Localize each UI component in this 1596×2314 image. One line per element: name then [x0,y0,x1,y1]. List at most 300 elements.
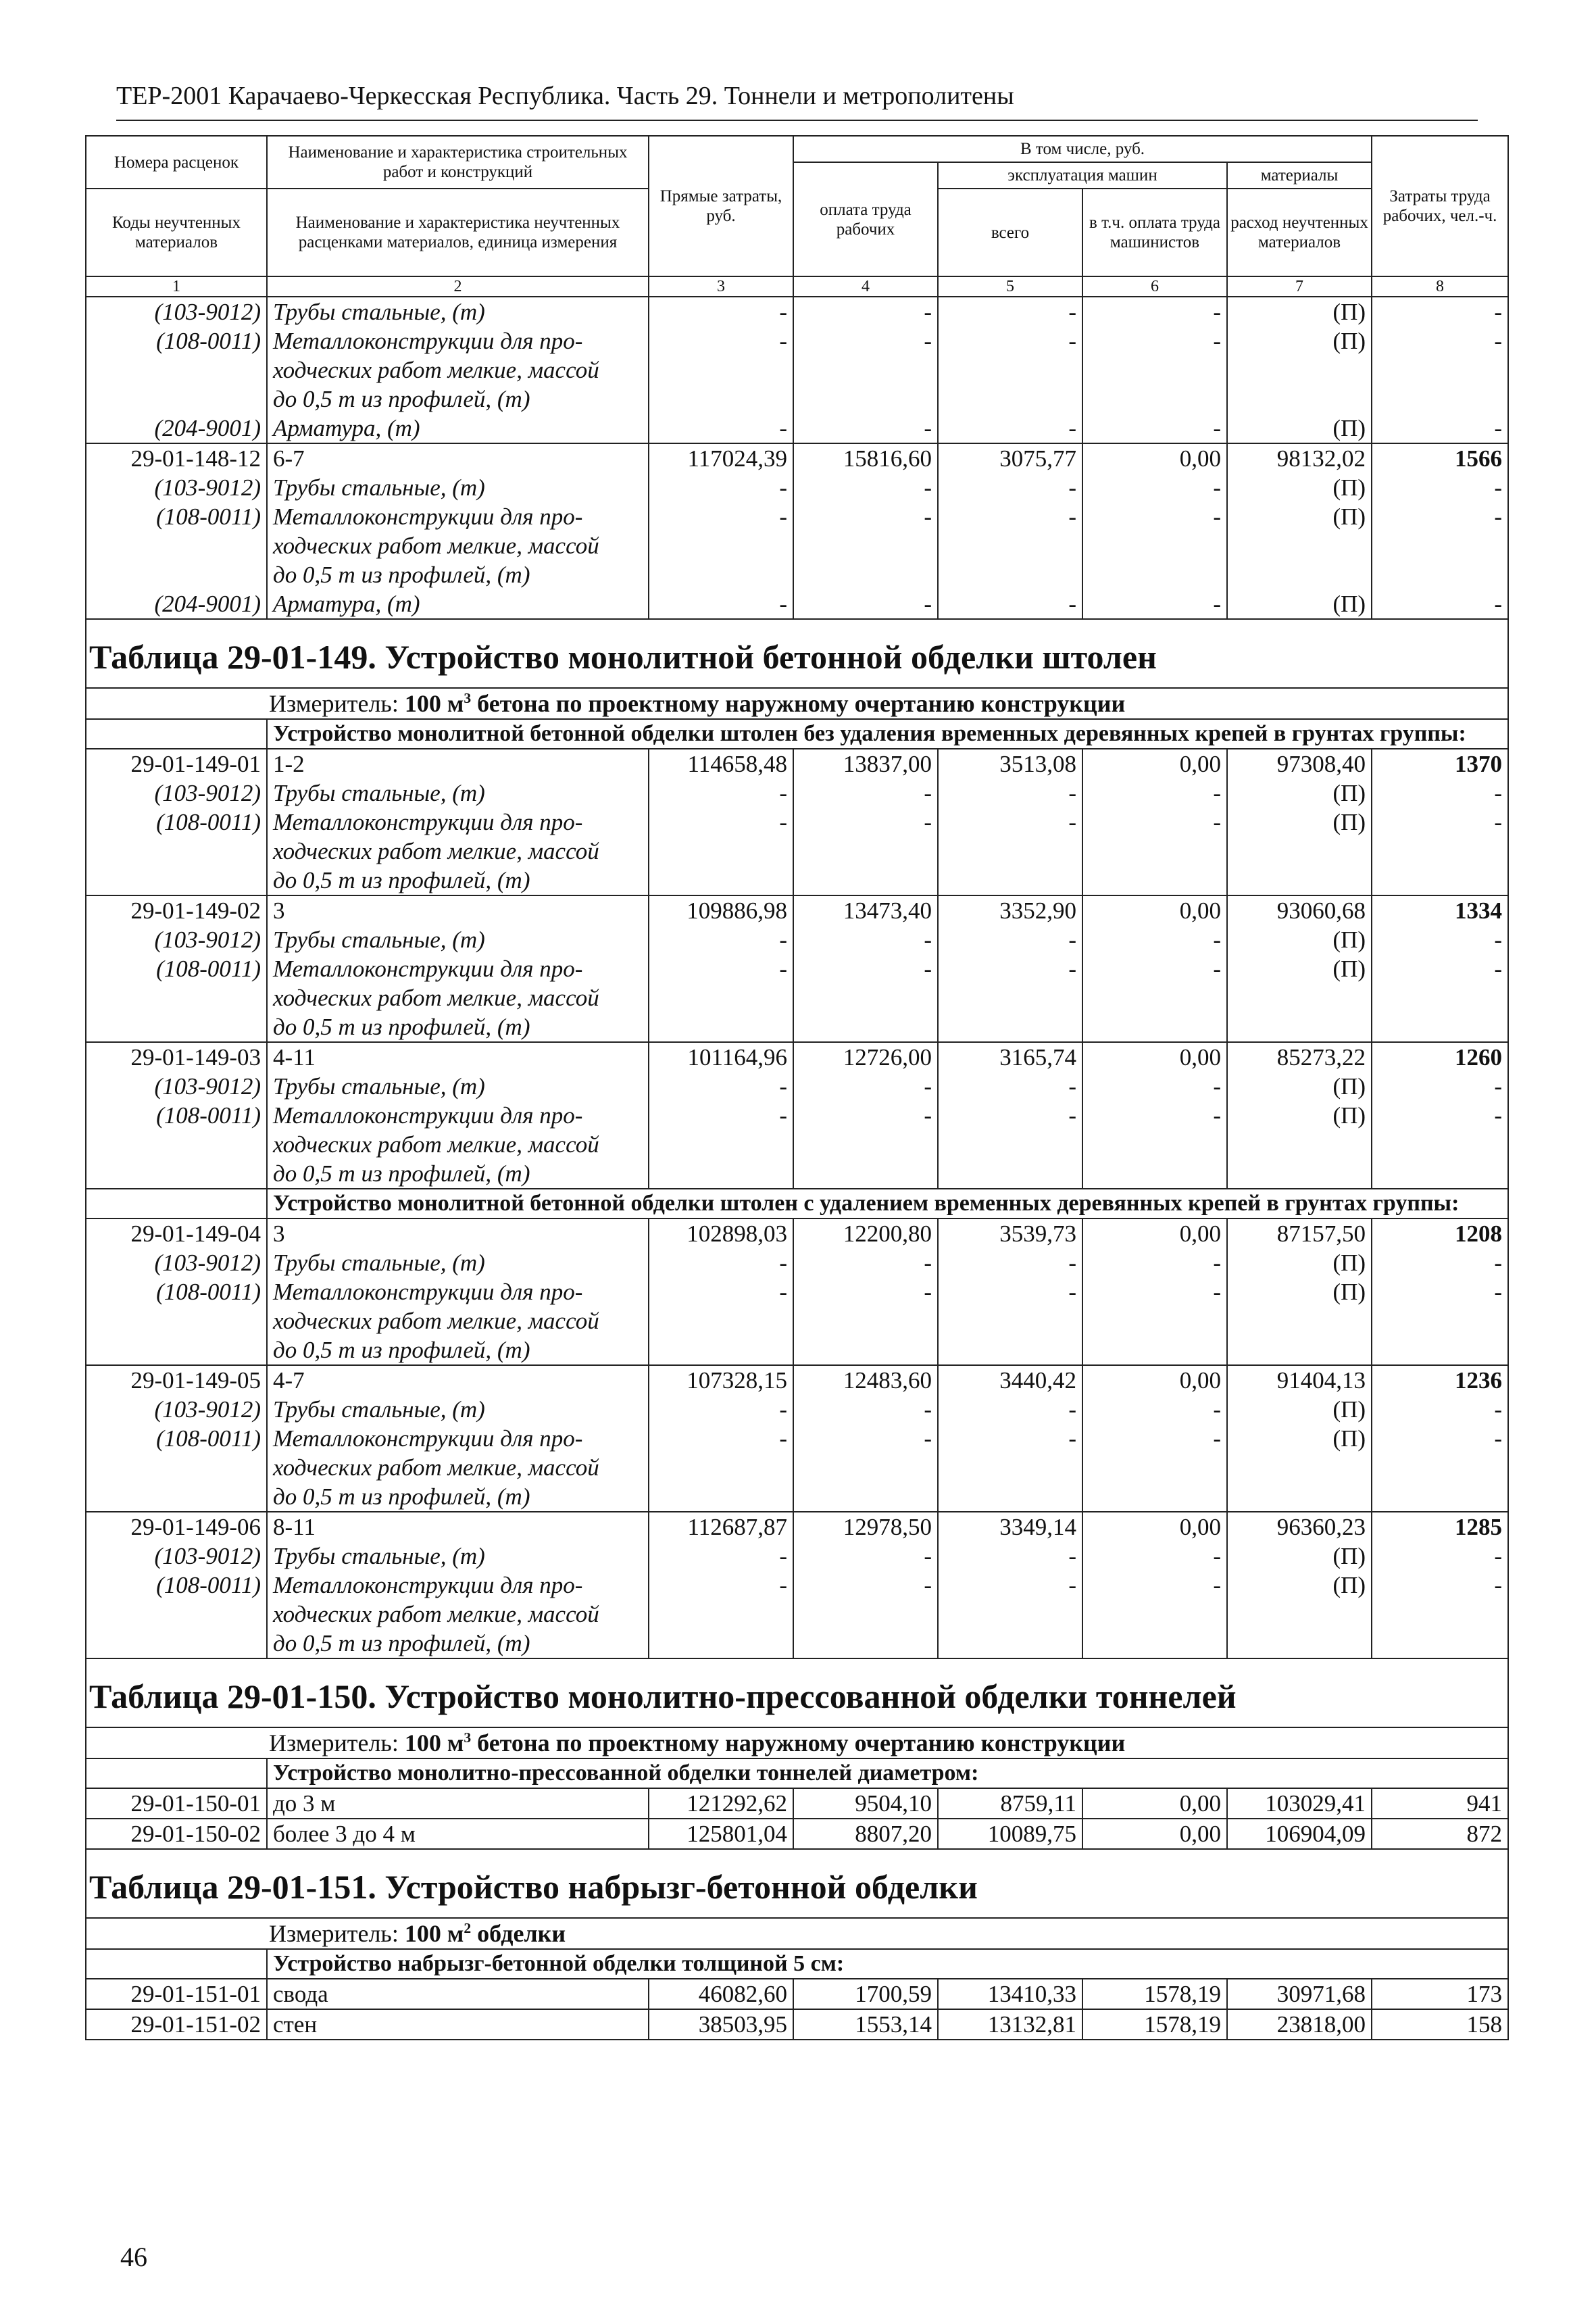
table-cell: Трубы стальные, (т) [267,297,649,326]
table-cell: до 0,5 т из профилей, (т) [267,1629,649,1658]
table-cell: - [793,1072,938,1101]
table-cell: - [1082,808,1227,837]
section-heading: Устройство монолитно-прессованной обделки тоннелей диаметром: [267,1758,1508,1788]
table-cell: 0,00 [1082,1788,1227,1819]
table-cell: - [1372,1072,1508,1101]
table-cell: - [793,326,938,355]
table-cell: 1208 [1372,1218,1508,1248]
table-cell: Металлоконструкции для про- [267,808,649,837]
table-cell: до 0,5 т из профилей, (т) [267,1335,649,1365]
table-cell: - [938,925,1082,954]
table-cell: 1370 [1372,749,1508,779]
table-cell: - [649,1277,793,1306]
table-cell: (П) [1227,1571,1372,1600]
table-cell: 1285 [1372,1512,1508,1542]
table-cell: - [1082,925,1227,954]
table-cell: - [1372,326,1508,355]
table-cell: - [793,1101,938,1130]
table-cell: - [793,925,938,954]
table-row [86,1306,1508,1335]
table-cell: 15816,60 [793,443,938,473]
table-cell: - [793,1395,938,1424]
table-cell: (П) [1227,589,1372,619]
table-cell: - [649,1542,793,1571]
table-cell: 29-01-151-02 [86,2009,267,2040]
table-row [86,925,1508,954]
table-cell: - [649,1248,793,1277]
header-including: В том числе, руб. [793,136,1372,162]
header-direct: Прямые затраты, руб. [649,136,793,276]
table-cell: ходческих работ мелкие, массой [267,1306,649,1335]
table-cell: ходческих работ мелкие, массой [267,837,649,866]
table-cell: свода [267,1979,649,2009]
table-cell: Трубы стальные, (т) [267,1072,649,1101]
table-cell: - [793,1277,938,1306]
table-cell: 38503,95 [649,2009,793,2040]
table-cell: 158 [1372,2009,1508,2040]
table-cell: Металлоконструкции для про- [267,1277,649,1306]
table-cell: - [938,1277,1082,1306]
table-cell: - [649,1424,793,1453]
table-cell: 29-01-150-02 [86,1819,267,1849]
section-heading: Устройство монолитной бетонной обделки штолен с удалением временных деревянных крепей в грунтах группы: [267,1189,1508,1218]
price-table [85,135,1509,2040]
table-row [86,1482,1508,1512]
table-cell: (108-0011) [86,954,267,983]
table-cell: до 3 м [267,1788,649,1819]
table-cell: - [1082,1101,1227,1130]
table-cell: 0,00 [1082,1512,1227,1542]
header-machines-wages: в т.ч. оплата труда машинистов [1082,189,1227,276]
table-cell: 3440,42 [938,1365,1082,1395]
col-number: 4 [793,276,938,297]
header-rates: Номера расценок [86,136,267,189]
col-number: 1 [86,276,267,297]
table-cell: - [938,589,1082,619]
table-cell: 8807,20 [793,1819,938,1849]
table-cell: - [1082,1395,1227,1424]
table-cell: - [793,589,938,619]
table-cell: 173 [1372,1979,1508,2009]
table-row [86,1600,1508,1629]
header-materials-desc: Наименование и характеристика неучтенных расценками материалов, единица измерения [267,189,649,276]
table-cell: - [793,1248,938,1277]
table-cell: до 0,5 т из профилей, (т) [267,560,649,589]
table-cell: - [1082,1542,1227,1571]
table-cell: 3075,77 [938,443,1082,473]
table-cell: - [793,414,938,443]
table-cell: Металлоконструкции для про- [267,1571,649,1600]
table-row [86,326,1508,355]
table-cell: - [938,297,1082,326]
table-cell: - [793,502,938,531]
table-cell: (П) [1227,1277,1372,1306]
table-cell: - [1372,954,1508,983]
table-row [86,1335,1508,1365]
table-cell: 9504,10 [793,1788,938,1819]
table-cell: ходческих работ мелкие, массой [267,1600,649,1629]
table-cell: - [1082,473,1227,502]
table-cell: до 0,5 т из профилей, (т) [267,1012,649,1042]
table-cell: 0,00 [1082,443,1227,473]
table-cell: (103-9012) [86,1395,267,1424]
table-cell: (108-0011) [86,326,267,355]
table-cell: 29-01-149-02 [86,895,267,925]
table-row [86,297,1508,326]
table-cell: Трубы стальные, (т) [267,1542,649,1571]
table-cell: Металлоконструкции для про- [267,502,649,531]
table-cell: 85273,22 [1227,1042,1372,1072]
table-cell: 29-01-149-06 [86,1512,267,1542]
table-cell: 0,00 [1082,1819,1227,1849]
table-cell: - [793,1424,938,1453]
table-cell: 3 [267,1218,649,1248]
table-cell: ходческих работ мелкие, массой [267,1130,649,1159]
table-cell: - [938,1542,1082,1571]
table-cell: 12200,80 [793,1218,938,1248]
table-cell: 13410,33 [938,1979,1082,2009]
table-cell: 107328,15 [649,1365,793,1395]
col-number: 6 [1082,276,1227,297]
table-cell: 1553,14 [793,2009,938,2040]
table-cell: (П) [1227,414,1372,443]
table-cell: - [938,1571,1082,1600]
table-row [86,954,1508,983]
table-cell: - [1372,1424,1508,1453]
rate-row [86,1788,1508,1819]
table-cell: - [793,954,938,983]
table-cell: Металлоконструкции для про- [267,1101,649,1130]
table-cell: 23818,00 [1227,2009,1372,2040]
table-row [86,983,1508,1012]
rate-row [86,1819,1508,1849]
table-cell: ходческих работ мелкие, массой [267,531,649,560]
rate-row [86,1512,1508,1542]
table-cell: 29-01-149-04 [86,1218,267,1248]
table-cell: - [1372,925,1508,954]
table-cell: 1566 [1372,443,1508,473]
table-cell: (П) [1227,326,1372,355]
table-row [86,779,1508,808]
table-cell: 103029,41 [1227,1788,1372,1819]
col-number: 3 [649,276,793,297]
table-150-title: Таблица 29-01-150. Устройство монолитно-прессованной обделки тоннелей [86,1658,1508,1727]
table-cell: 3349,14 [938,1512,1082,1542]
table-row [86,355,1508,385]
table-cell: - [649,808,793,837]
table-cell: Трубы стальные, (т) [267,1395,649,1424]
table-cell: 98132,02 [1227,443,1372,473]
table-cell: (П) [1227,1542,1372,1571]
table-cell: - [649,502,793,531]
table-cell: 1578,19 [1082,2009,1227,2040]
table-cell: 10089,75 [938,1819,1082,1849]
section-heading: Устройство монолитной бетонной обделки штолен без удаления временных деревянных крепей в грунтах группы: [267,719,1508,749]
table-cell: 12978,50 [793,1512,938,1542]
rate-row [86,1042,1508,1072]
table-cell: - [938,779,1082,808]
table-cell: - [649,589,793,619]
table-cell: - [938,326,1082,355]
table-cell: - [1372,1571,1508,1600]
table-cell: 3352,90 [938,895,1082,925]
header-material-codes: Коды неучтенных материалов [86,189,267,276]
table-cell: - [649,326,793,355]
table-row [86,531,1508,560]
table-cell: - [938,502,1082,531]
table-cell: Трубы стальные, (т) [267,473,649,502]
header-machines-total: всего [938,189,1082,276]
table-cell: - [1372,414,1508,443]
header-materials: материалы [1227,162,1372,189]
table-row [86,1629,1508,1658]
header-wages: оплата труда рабочих [793,162,938,276]
table-149-measure: Измеритель: 100 $м^3$ бетона по проектному наружному очертанию конструкции [86,688,1508,719]
table-cell: 3539,73 [938,1218,1082,1248]
table-cell: - [793,473,938,502]
table-cell: - [1082,1424,1227,1453]
header-materials-expense: расход неучтенных материалов [1227,189,1372,276]
table-cell: 12483,60 [793,1365,938,1395]
table-row [86,1012,1508,1042]
table-row [86,414,1508,443]
table-cell: - [938,808,1082,837]
table-cell: - [1082,1277,1227,1306]
table-cell: - [938,1248,1082,1277]
table-row [86,1395,1508,1424]
table-cell: (П) [1227,473,1372,502]
table-cell: (П) [1227,954,1372,983]
table-cell: 3513,08 [938,749,1082,779]
table-cell: - [1372,808,1508,837]
table-row [86,1277,1508,1306]
table-cell: - [649,1395,793,1424]
table-row [86,385,1508,414]
page-header: ТЕР-2001 Карачаево-Черкесская Республика. Часть 29. Тоннели и метрополитены [116,78,1478,121]
table-cell: 29-01-149-05 [86,1365,267,1395]
table-cell: Металлоконструкции для про- [267,326,649,355]
table-cell: - [1082,1571,1227,1600]
table-cell: (П) [1227,502,1372,531]
table-cell: 4-7 [267,1365,649,1395]
table-cell: 872 [1372,1819,1508,1849]
rate-row [86,895,1508,925]
table-cell: 0,00 [1082,1218,1227,1248]
table-cell: - [1082,589,1227,619]
table-cell: - [1372,589,1508,619]
table-cell: (103-9012) [86,779,267,808]
rate-row [86,1979,1508,2009]
table-cell: - [649,954,793,983]
rate-row [86,443,1508,473]
table-cell: (108-0011) [86,1277,267,1306]
table-cell: - [649,925,793,954]
table-cell: (П) [1227,1248,1372,1277]
table-cell: - [1082,414,1227,443]
table-cell: 91404,13 [1227,1365,1372,1395]
table-cell: - [649,779,793,808]
table-row [86,1101,1508,1130]
table-row [86,866,1508,895]
table-cell: - [1082,954,1227,983]
table-cell: (103-9012) [86,925,267,954]
table-cell: 3 [267,895,649,925]
table-cell: - [649,297,793,326]
table-cell: - [1372,297,1508,326]
table-row [86,473,1508,502]
table-cell: - [793,808,938,837]
table-151-measure: Измеритель: 100 $м^2$ обделки [86,1918,1508,1949]
table-cell: - [1372,1101,1508,1130]
table-cell: - [793,297,938,326]
table-cell: 101164,96 [649,1042,793,1072]
table-cell: - [1082,1072,1227,1101]
table-cell: ходческих работ мелкие, массой [267,355,649,385]
table-cell: (П) [1227,297,1372,326]
table-cell: 13473,40 [793,895,938,925]
table-cell: (103-9012) [86,1542,267,1571]
col-number: 8 [1372,276,1508,297]
table-cell: 117024,39 [649,443,793,473]
table-cell: 1578,19 [1082,1979,1227,2009]
table-cell: - [1372,502,1508,531]
table-cell: 29-01-150-01 [86,1788,267,1819]
table-cell: - [938,1424,1082,1453]
table-cell: (108-0011) [86,502,267,531]
table-cell: Металлоконструкции для про- [267,1424,649,1453]
table-cell: - [1372,1395,1508,1424]
table-row [86,1571,1508,1600]
table-cell: 6-7 [267,443,649,473]
table-cell: (108-0011) [86,1571,267,1600]
header-works: Наименование и характеристика строительных работ и конструкций [267,136,649,189]
table-cell: (П) [1227,779,1372,808]
table-cell: 3165,74 [938,1042,1082,1072]
table-cell: до 0,5 т из профилей, (т) [267,1159,649,1189]
table-cell: - [1372,473,1508,502]
table-cell: 121292,62 [649,1788,793,1819]
table-cell: (103-9012) [86,297,267,326]
table-cell: - [649,414,793,443]
table-row [86,808,1508,837]
table-cell: - [1082,326,1227,355]
table-cell: - [649,1101,793,1130]
rate-row [86,2009,1508,2040]
table-cell: - [1082,779,1227,808]
table-cell: 0,00 [1082,895,1227,925]
rate-row [86,1218,1508,1248]
table-cell: - [793,1542,938,1571]
table-cell: 13132,81 [938,2009,1082,2040]
table-cell: - [649,473,793,502]
table-cell: Металлоконструкции для про- [267,954,649,983]
table-cell: 30971,68 [1227,1979,1372,2009]
table-cell: - [793,779,938,808]
col-number: 7 [1227,276,1372,297]
table-cell: - [1372,779,1508,808]
header-labor: Затраты труда рабочих, чел.-ч. [1372,136,1508,276]
table-cell: 1700,59 [793,1979,938,2009]
table-cell: 109886,98 [649,895,793,925]
table-cell: более 3 до 4 м [267,1819,649,1849]
table-cell: (108-0011) [86,808,267,837]
table-cell: 13837,00 [793,749,938,779]
table-row [86,1159,1508,1189]
header-machines: эксплуатация машин [938,162,1227,189]
table-cell: 941 [1372,1788,1508,1819]
table-cell: - [938,1395,1082,1424]
table-row [86,1424,1508,1453]
table-cell: - [793,1571,938,1600]
table-row [86,1453,1508,1482]
table-cell: 106904,09 [1227,1819,1372,1849]
table-cell: - [938,1101,1082,1130]
table-151-title: Таблица 29-01-151. Устройство набрызг-бетонной обделки [86,1849,1508,1918]
table-row [86,589,1508,619]
table-cell: 46082,60 [649,1979,793,2009]
table-cell: - [1082,297,1227,326]
table-cell: 4-11 [267,1042,649,1072]
table-cell: Арматура, (т) [267,589,649,619]
table-cell: - [1372,1277,1508,1306]
table-cell: 1334 [1372,895,1508,925]
table-cell: 8759,11 [938,1788,1082,1819]
table-cell: - [938,414,1082,443]
table-cell: 29-01-151-01 [86,1979,267,2009]
table-cell: 29-01-148-12 [86,443,267,473]
table-cell: 12726,00 [793,1042,938,1072]
table-cell: - [649,1571,793,1600]
table-cell: 29-01-149-03 [86,1042,267,1072]
table-cell: - [1082,502,1227,531]
table-cell: Арматура, (т) [267,414,649,443]
table-cell: 0,00 [1082,1042,1227,1072]
table-cell: (П) [1227,1424,1372,1453]
table-150-measure: Измеритель: 100 $м^3$ бетона по проектному наружному очертанию конструкции [86,1727,1508,1758]
table-cell: - [938,1072,1082,1101]
table-cell: (П) [1227,1072,1372,1101]
table-cell: - [1372,1542,1508,1571]
table-cell: (108-0011) [86,1101,267,1130]
col-number: 2 [267,276,649,297]
table-cell: (П) [1227,808,1372,837]
table-cell: - [938,954,1082,983]
table-cell: 87157,50 [1227,1218,1372,1248]
page-number: 46 [120,2242,147,2272]
table-cell: (П) [1227,1395,1372,1424]
table-cell: 0,00 [1082,1365,1227,1395]
table-149-title: Таблица 29-01-149. Устройство монолитной бетонной обделки штолен [86,619,1508,688]
table-cell: 114658,48 [649,749,793,779]
table-cell: Трубы стальные, (т) [267,779,649,808]
table-cell: - [1082,1248,1227,1277]
table-cell: до 0,5 т из профилей, (т) [267,1482,649,1512]
table-cell: до 0,5 т из профилей, (т) [267,385,649,414]
table-cell: 1-2 [267,749,649,779]
table-cell: 1260 [1372,1042,1508,1072]
table-cell: ходческих работ мелкие, массой [267,983,649,1012]
table-cell: 102898,03 [649,1218,793,1248]
table-cell: стен [267,2009,649,2040]
table-row [86,1130,1508,1159]
table-cell: 1236 [1372,1365,1508,1395]
rate-row [86,749,1508,779]
table-cell: 125801,04 [649,1819,793,1849]
table-cell: до 0,5 т из профилей, (т) [267,866,649,895]
table-cell: (103-9012) [86,1248,267,1277]
table-cell: (204-9001) [86,589,267,619]
table-cell: 112687,87 [649,1512,793,1542]
